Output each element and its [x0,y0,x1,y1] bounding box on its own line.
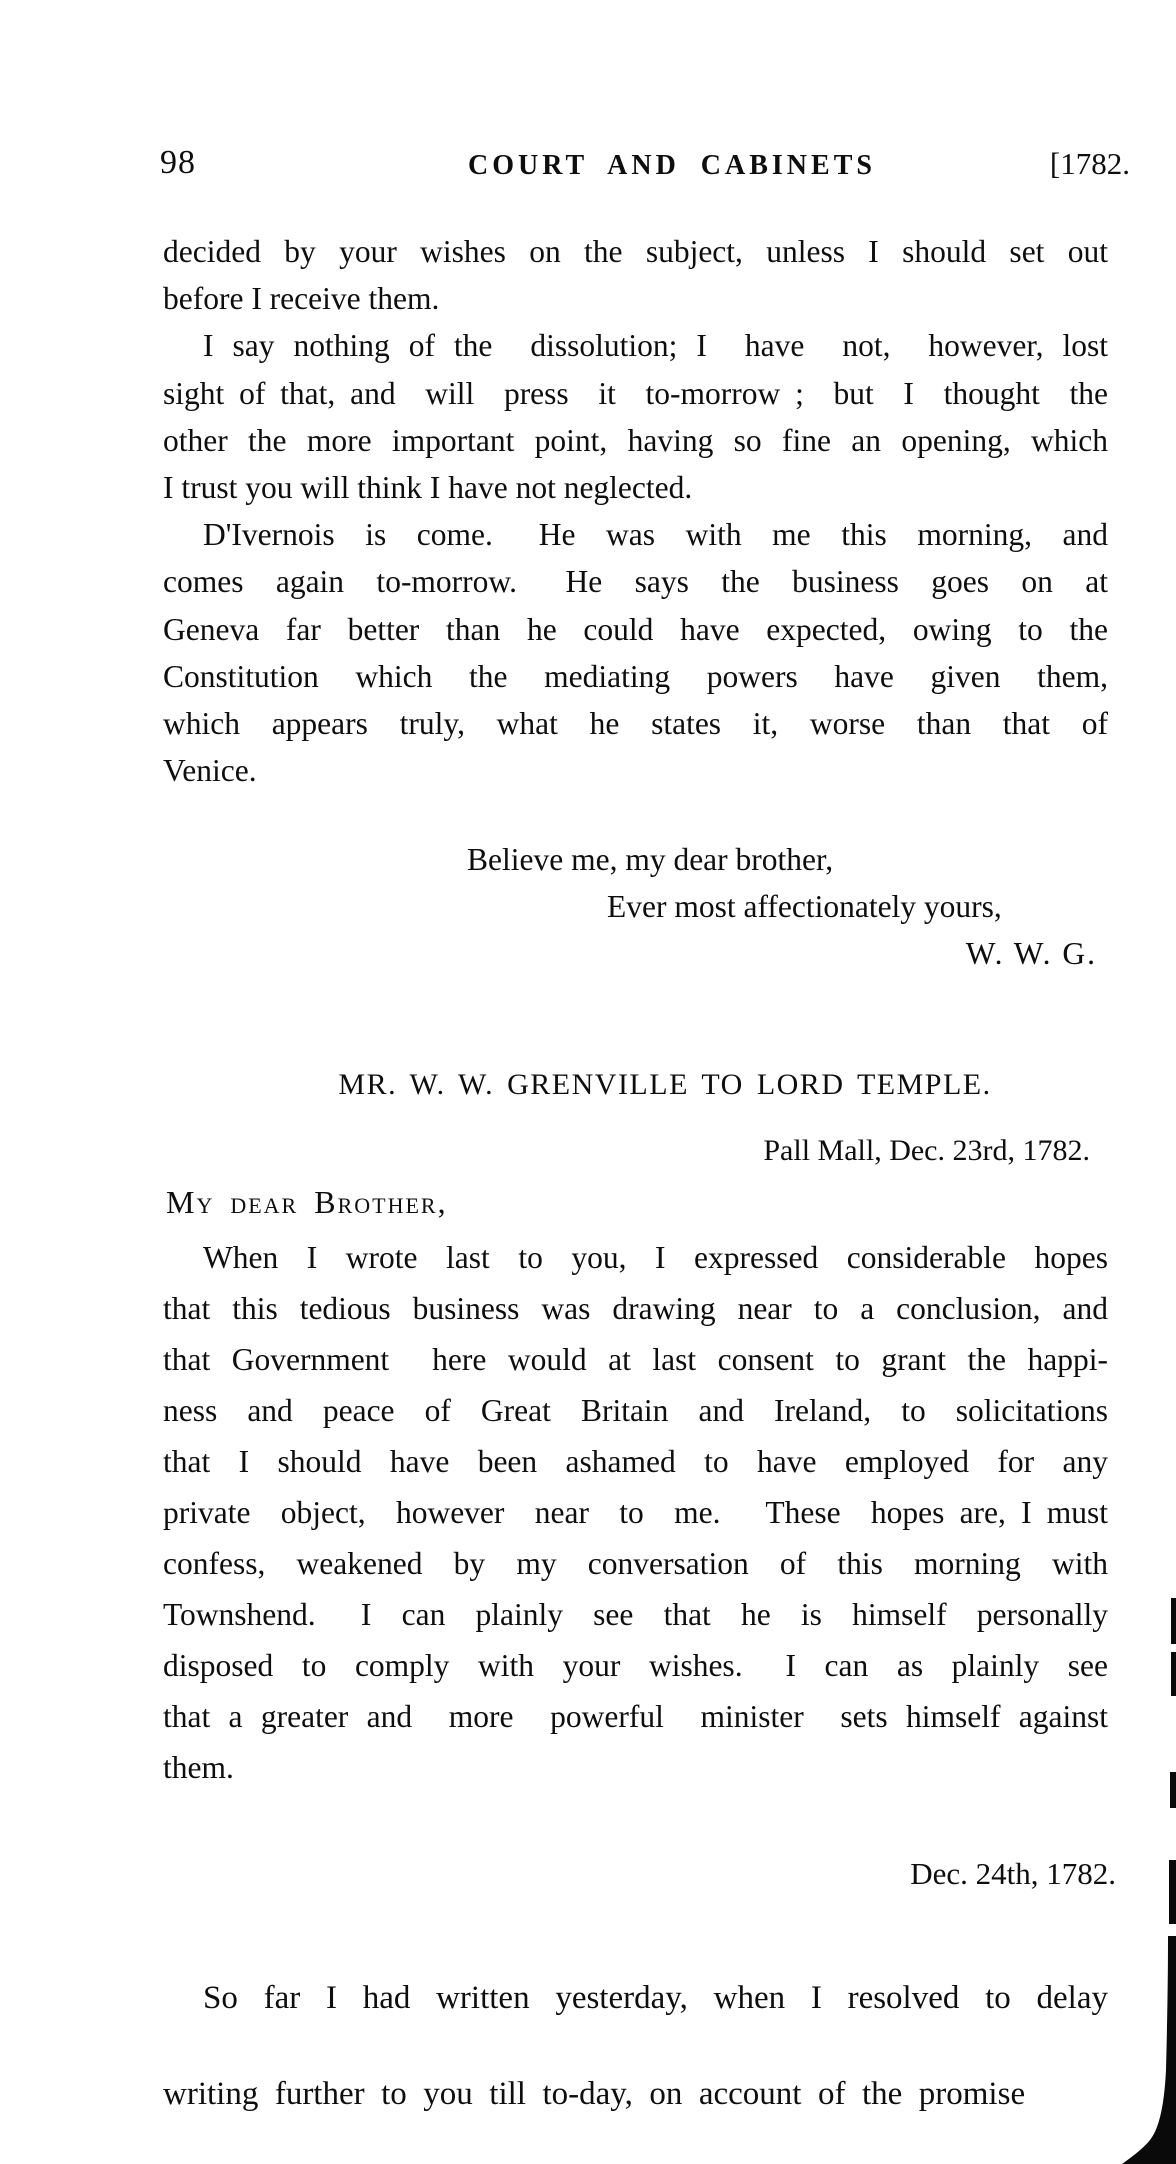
text-line: confess, weakened by my conversation of this morning with [163,1546,1108,1581]
letter2-continuation [163,1950,1108,2142]
text-line: which appears truly, what he states it, worse than that of [163,706,1108,742]
letter2-salutation: My dear Brother, [166,1184,448,1220]
letter1-closing-line: Believe me, my dear brother, [467,842,834,877]
text-line: Geneva far better than he could have expected, owing to the [163,611,1108,647]
text-line: comes again to-morrow. He says the business goes on at [163,564,1108,600]
text-line: ness and peace of Great Britain and Ireland, to solicitations [163,1393,1108,1428]
edge-smudge-flare [1122,1936,1176,2164]
edge-smudge-segment [1171,1598,1176,1644]
text-line: that this tedious business was drawing near to a conclusion, and [163,1291,1108,1326]
text-line: Constitution which the mediating powers have given them, [163,658,1108,694]
text-line: I say nothing of the dissolution; I have not, however, lost [203,328,1108,364]
letter2-dateline2: Dec. 24th, 1782. [910,1856,1116,1891]
letter1-signature: W. W. G. [965,936,1097,971]
edge-smudge-segment [1170,1772,1176,1808]
text-line: before I receive them. [163,281,440,317]
text-line: When I wrote last to you, I expressed considerable hopes [203,1240,1108,1275]
year-marker: [1782. [1049,146,1130,181]
letter2-dateline: Pall Mall, Dec. 23rd, 1782. [763,1134,1090,1167]
running-title: COURT AND CABINETS [468,150,876,181]
text-line: that a greater and more powerful minister sets himself against [163,1699,1108,1734]
letter2-heading: MR. W. W. GRENVILLE TO LORD TEMPLE. [338,1068,992,1101]
text-line: that I should have been ashamed to have employed for any [163,1444,1108,1479]
edge-smudge-segment [1169,1860,1176,1924]
text-line: I trust you will think I have not neglected. [163,470,693,506]
text-line: writing further to you till to-day, on account of the promise [163,2076,1026,2112]
text-line: Townshend. I can plainly see that he is himself personally [163,1597,1108,1632]
letter1-closing-line: Ever most affectionately yours, [607,889,1002,924]
scan-edge-artifact [1120,1590,1176,2164]
text-line: So far I had written yesterday, when I resolved to delay [203,1980,1108,2016]
text-line: D'Ivernois is come. He was with me this morning, and [203,517,1108,553]
page-number: 98 [160,144,196,181]
text-line: that Government here would at last consent to grant the happi- [163,1342,1108,1377]
text-line: private object, however near to me. These hopes are, I must [163,1495,1108,1530]
letter2-body [163,1232,1108,1793]
text-line: disposed to comply with your wishes. I can as plainly see [163,1648,1108,1683]
text-line: them. [163,1750,234,1785]
text-line: sight of that, and will press it to-morrow ; but I thought the [163,375,1108,411]
letter1-body [163,228,1108,794]
text-line: other the more important point, having so fine an opening, which [163,422,1108,458]
text-line: decided by your wishes on the subject, unless I should set out [163,234,1108,269]
text-line: Venice. [163,753,257,789]
edge-smudge-segment [1171,1652,1176,1696]
